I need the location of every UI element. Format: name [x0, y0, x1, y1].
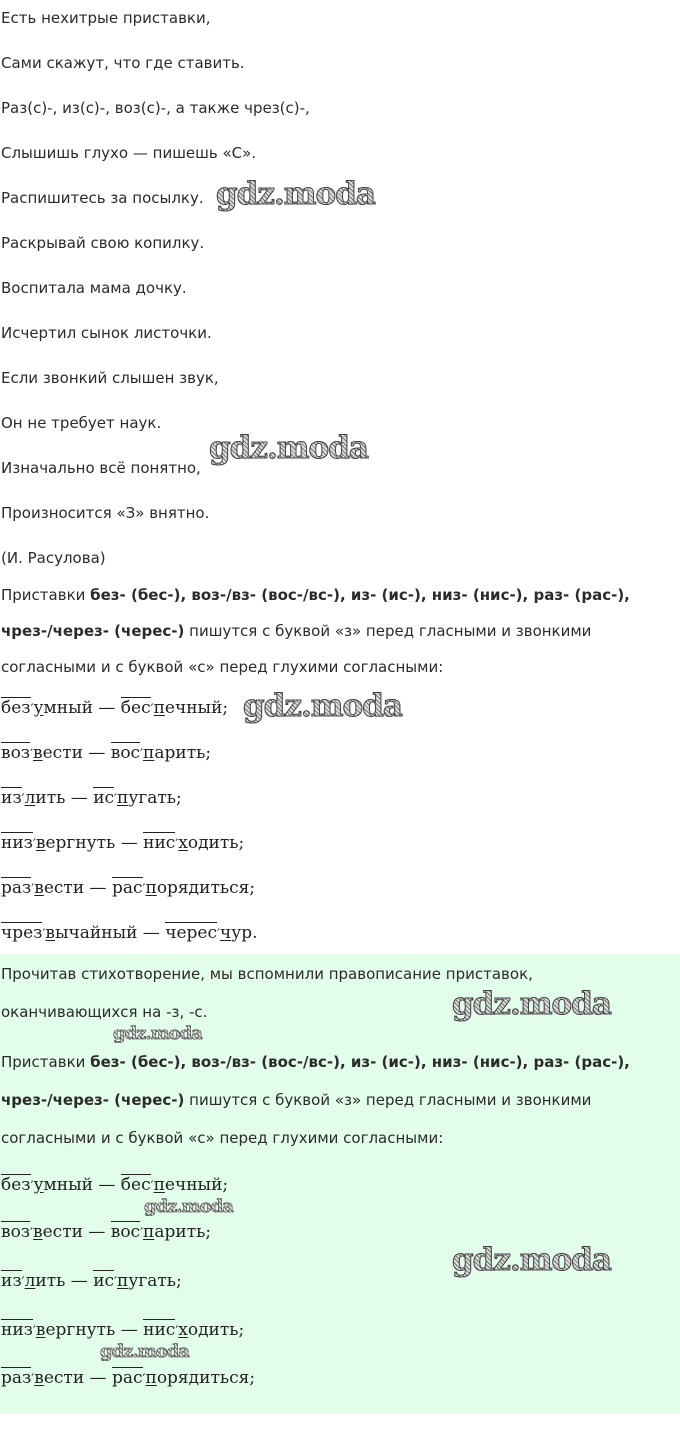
poem-line: Раскрывай свою копилку.	[1, 234, 205, 252]
rule-line-2: чрез-/через- (черес-) пишутся с буквой «з» перед гласными и звонкими	[1, 1091, 592, 1109]
poem-line: Есть нехитрые приставки,	[1, 9, 211, 27]
example-row: раз′вести — рас′порядиться;	[1, 1368, 256, 1388]
example-row: из′лить — ис′пугать;	[1, 1271, 182, 1291]
example-row: без′умный — бес′печный;	[1, 1175, 229, 1195]
poem-author: (И. Расулова)	[1, 549, 106, 567]
answer-line-1: Прочитав стихотворение, мы вспомнили правописание приставок,	[1, 965, 533, 983]
rule-line-1: Приставки без- (бес-), воз-/вз- (вос-/вс-), из- (ис-), низ- (нис-), раз- (рас-),	[1, 1053, 630, 1071]
rule-line-2: чрез-/через- (черес-) пишутся с буквой «з» перед гласными и звонкими	[1, 622, 592, 640]
example-row: из′лить — ис′пугать;	[1, 788, 182, 808]
rule-prefixes: без- (бес-), воз-/вз- (вос-/вс-), из- (ис-), низ- (нис-), раз- (рас-),	[90, 1053, 630, 1071]
example-row: воз′вести — вос′парить;	[1, 743, 212, 763]
rule-prefixes: чрез-/через- (черес-)	[1, 1091, 185, 1109]
poem-line: Исчертил сынок листочки.	[1, 324, 212, 342]
rule-line-3: согласными и с буквой «с» перед глухими согласными:	[1, 1129, 444, 1147]
answer-line-2: оканчивающихся на -з, -с.	[1, 1003, 208, 1021]
poem-line: Он не требует наук.	[1, 414, 162, 432]
watermark-logo: gdz.moda	[243, 688, 402, 724]
example-row: чрез′вычайный — черес′чур.	[1, 923, 258, 943]
poem-line: Если звонкий слышен звук,	[1, 369, 219, 387]
poem-line: Сами скажут, что где ставить.	[1, 54, 245, 72]
rule-line-1: Приставки без- (бес-), воз-/вз- (вос-/вс-), из- (ис-), низ- (нис-), раз- (рас-),	[1, 586, 630, 604]
example-row: раз′вести — рас′порядиться;	[1, 878, 256, 898]
example-row: низ′вергнуть — нис′ходить;	[1, 1320, 245, 1340]
example-row: низ′вергнуть — нис′ходить;	[1, 833, 245, 853]
rule-prefixes: чрез-/через- (черес-)	[1, 622, 185, 640]
poem-line: Слышишь глухо — пишешь «С».	[1, 144, 257, 162]
example-row: воз′вести — вос′парить;	[1, 1222, 212, 1242]
poem-line: Распишитесь за посылку.	[1, 189, 204, 207]
rule-prefixes: без- (бес-), воз-/вз- (вос-/вс-), из- (ис-), низ- (нис-), раз- (рас-),	[90, 586, 630, 604]
poem-line: Произносится «З» внятно.	[1, 504, 210, 522]
poem-line: Воспитала мама дочку.	[1, 279, 187, 297]
poem-line: Изначально всё понятно,	[1, 459, 201, 477]
poem-line: Раз(с)-, из(с)-, воз(с)-, а также чрез(с)-,	[1, 99, 310, 117]
rule-line-3: согласными и с буквой «с» перед глухими согласными:	[1, 658, 444, 676]
watermark-logo: gdz.moda	[209, 430, 368, 466]
watermark-logo: gdz.moda	[216, 176, 375, 212]
example-row: без′умный — бес′печный;	[1, 698, 229, 718]
